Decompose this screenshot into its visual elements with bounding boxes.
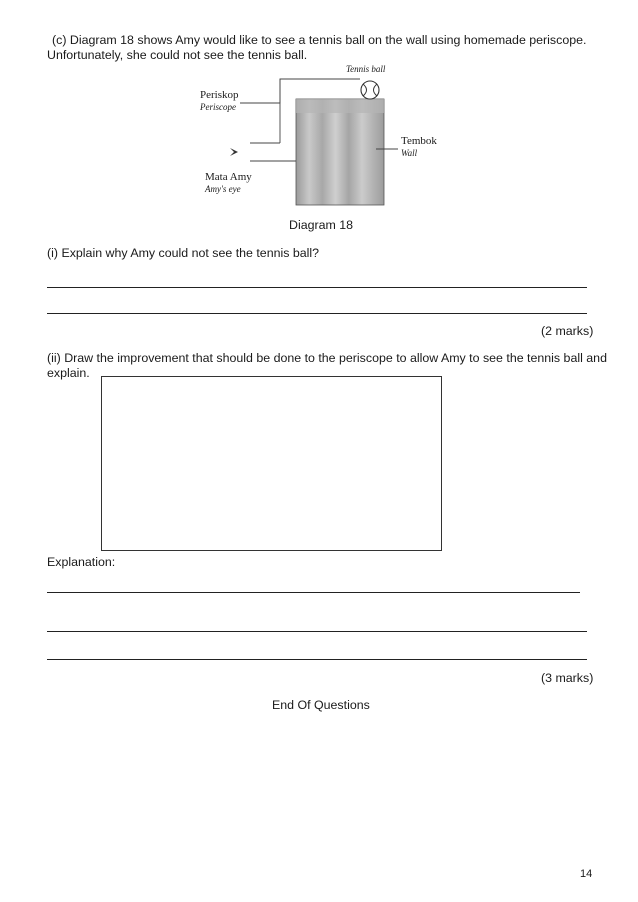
answer-line-1 <box>47 287 587 288</box>
explanation-label: Explanation: <box>47 555 116 569</box>
wall-label-en: Wall <box>401 148 418 158</box>
diagram-caption: Diagram 18 <box>289 218 354 232</box>
intro-line-1: (c) Diagram 18 shows Amy would like to see a tennis ball on the wall using homemade periscope. <box>52 33 587 47</box>
drawing-box[interactable] <box>101 376 442 551</box>
part-i-prompt: (i) Explain why Amy could not see the tennis ball? <box>47 246 320 260</box>
end-of-questions: End Of Questions <box>272 698 370 712</box>
periscope-label-ms: Periskop <box>200 89 239 101</box>
part-ii-prompt-line-1: (ii) Draw the improvement that should be done to the periscope to allow Amy to see the tennis ball and <box>47 351 607 365</box>
eye-icon <box>230 148 238 156</box>
eye-label-en: Amy's eye <box>205 184 241 194</box>
explanation-line-1 <box>47 592 580 593</box>
tennis-ball-icon <box>361 81 379 99</box>
explanation-line-2 <box>47 631 587 632</box>
wall-label-ms: Tembok <box>401 135 437 147</box>
page-number: 14 <box>580 868 593 880</box>
answer-line-2 <box>47 313 587 314</box>
part-ii-marks: (3 marks) <box>541 671 594 685</box>
eye-label-ms: Mata Amy <box>205 171 252 183</box>
part-ii-prompt-line-2: explain. <box>47 366 90 380</box>
part-i-marks: (2 marks) <box>541 324 594 338</box>
tennis-ball-label: Tennis ball <box>346 64 386 74</box>
intro-line-2: Unfortunately, she could not see the tennis ball. <box>47 48 308 62</box>
wall-shape <box>296 99 384 205</box>
periscope-label-en: Periscope <box>200 102 236 112</box>
explanation-line-3 <box>47 659 587 660</box>
